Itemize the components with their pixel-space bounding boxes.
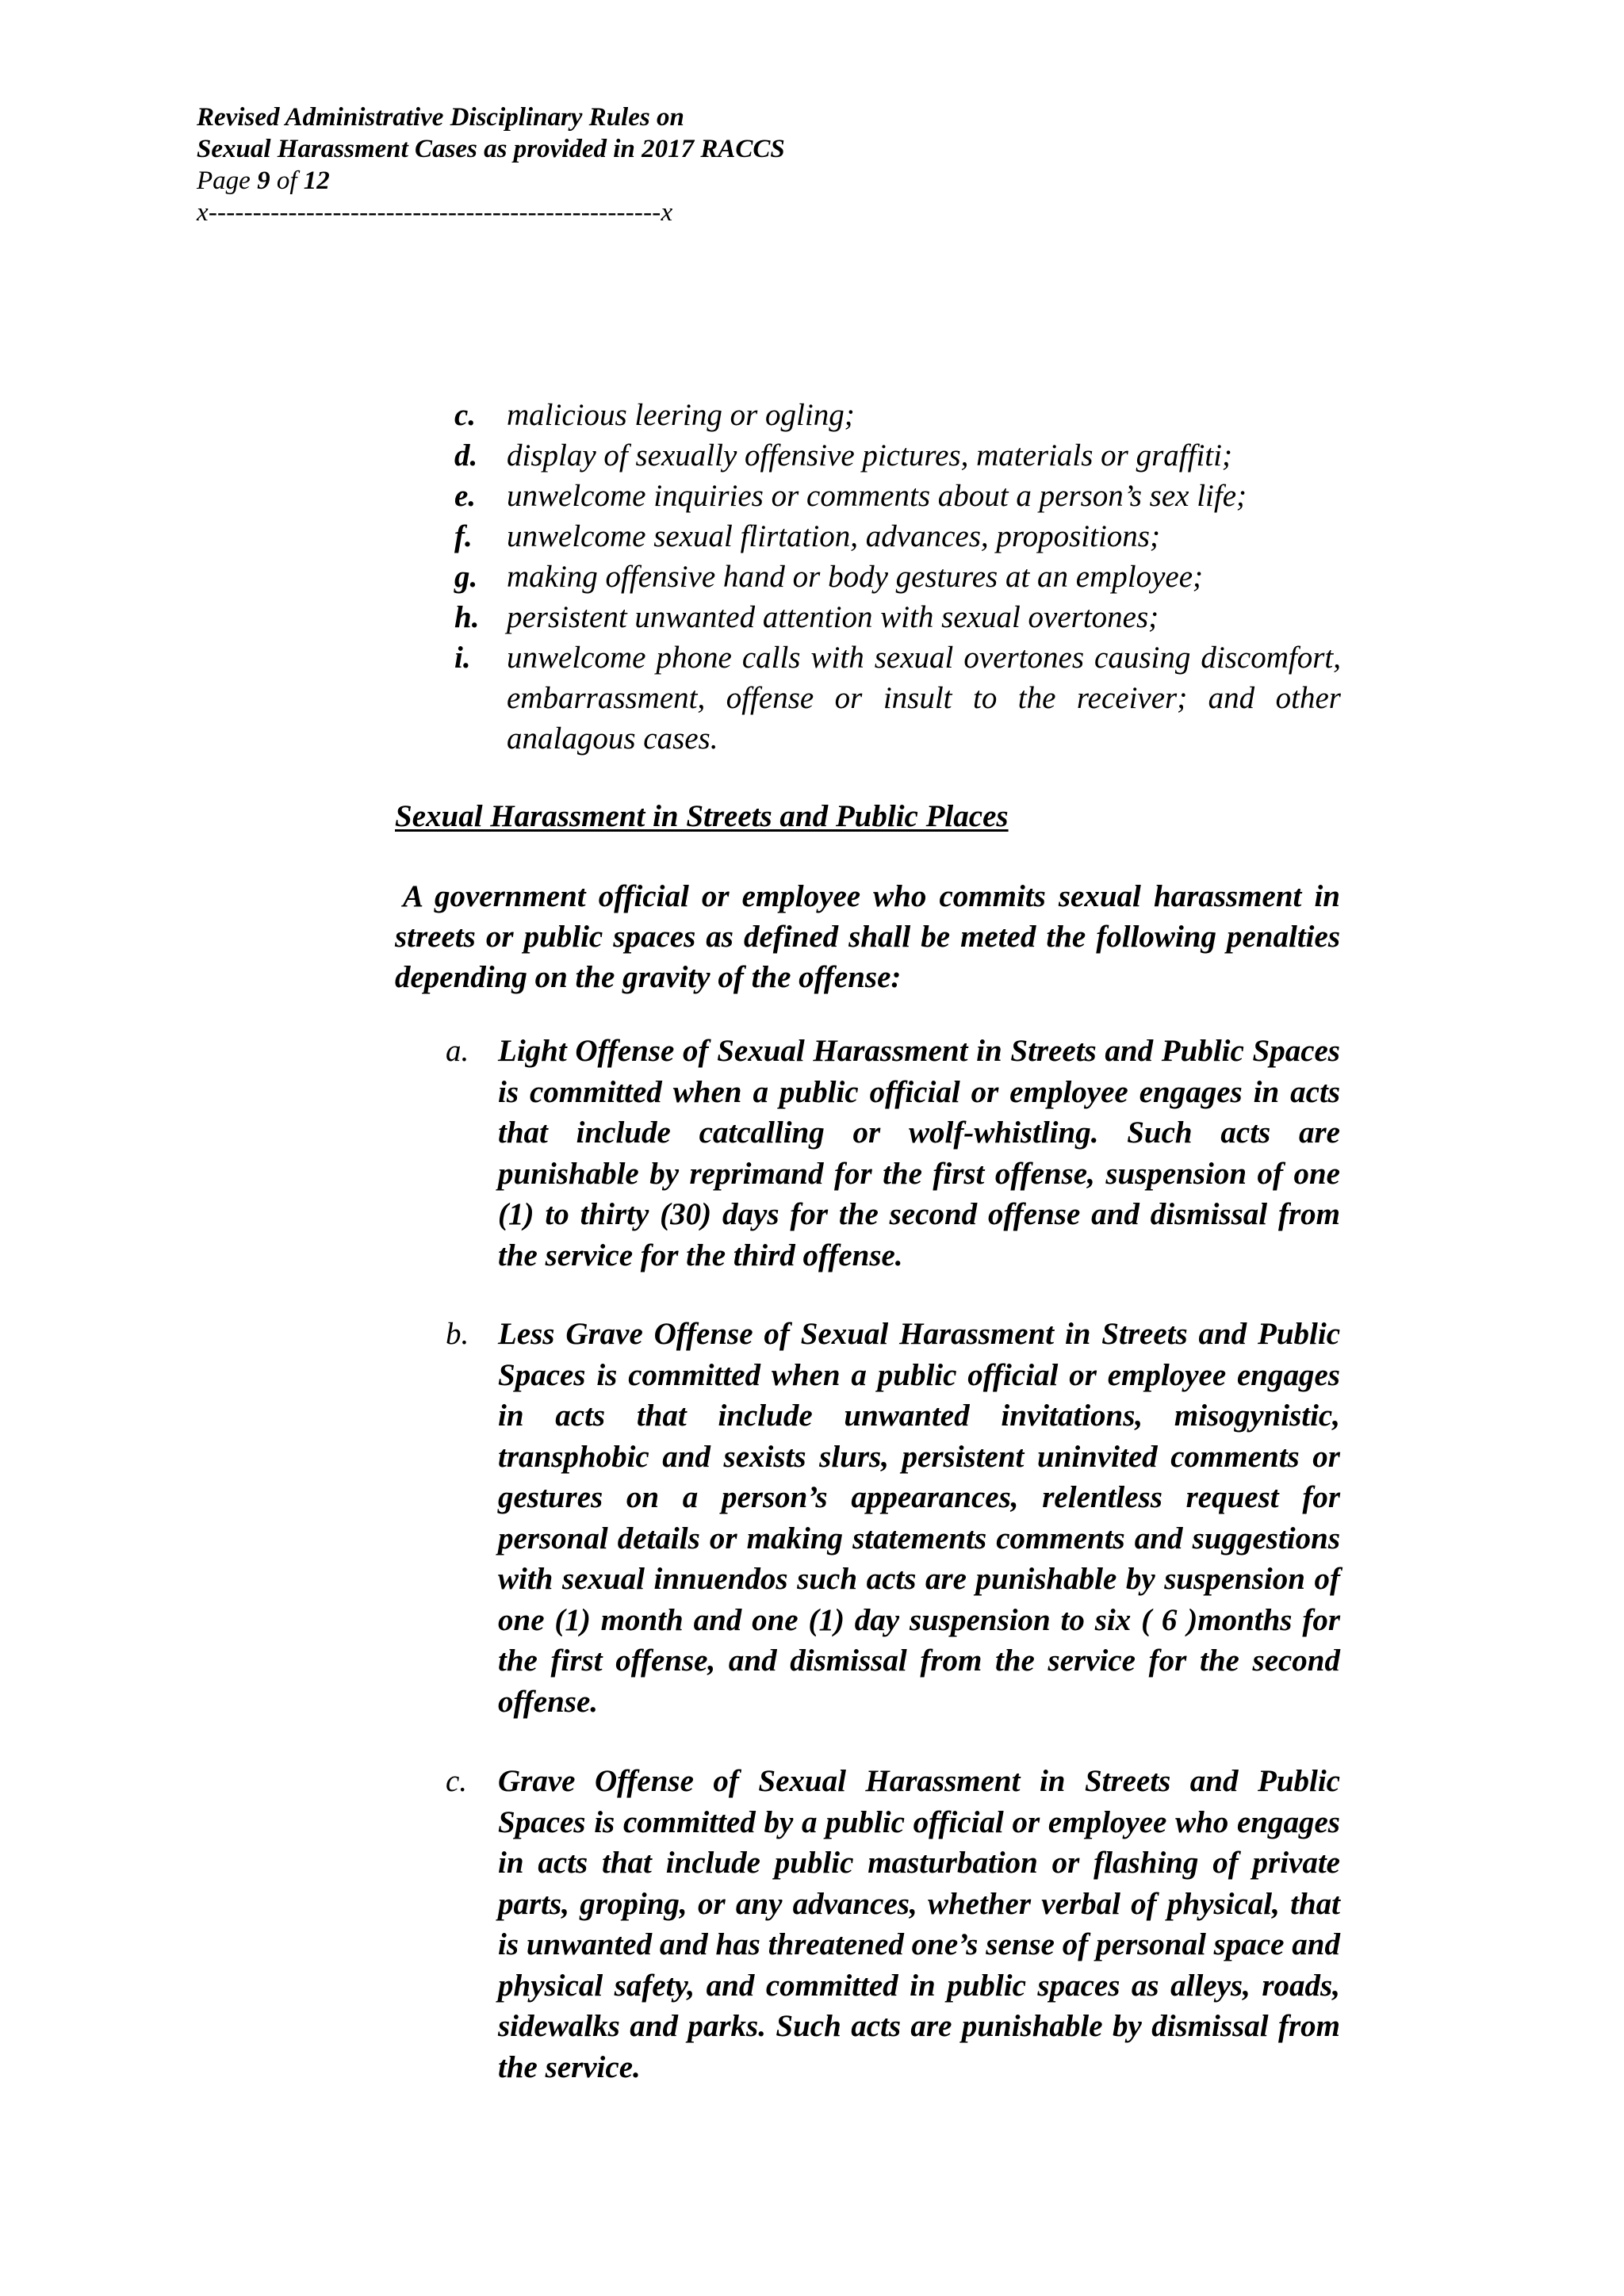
list-item-text: unwelcome inquiries or comments about a person’s sex life; — [507, 479, 1247, 513]
list-marker: g. — [454, 560, 478, 594]
offense-item-grave — [444, 1761, 1340, 2087]
page-prefix: Page — [197, 166, 251, 195]
header-page-indicator — [197, 165, 910, 197]
list-item-text: persistent unwanted attention with sexual overtones; — [507, 600, 1159, 634]
offense-item-light — [444, 1031, 1340, 1276]
header-title-line-2: Sexual Harassment Cases as provided in 2017 RACCS — [197, 135, 785, 163]
list-item — [454, 597, 1341, 637]
list-marker: e. — [454, 479, 477, 513]
page-total: 12 — [303, 166, 330, 195]
list-marker: f. — [454, 519, 473, 553]
header-rule: x---------------------------------------------------x — [197, 198, 673, 227]
list-item — [454, 637, 1341, 759]
list-marker: h. — [454, 600, 480, 634]
offense-text: Less Grave Offense of Sexual Harassment in Streets and Public Spaces is committed when a public official or employee engages in acts that include unwanted invitations, misogynistic, transphobic and sexists slurs, persistent uninvited comments or gestures on a person’s appearances, relentless request for personal details or making statements comments and suggestions with sexual innuendos such acts are punishable by suspension of one (1) month and one (1) day suspension to six ( 6 )months for the first offense, and dismissal from the service for the second offense. — [498, 1317, 1340, 1719]
offense-marker: a. — [446, 1034, 469, 1068]
list-item — [454, 516, 1341, 557]
list-item — [454, 395, 1341, 435]
offense-marker: b. — [446, 1317, 469, 1351]
page-of: of — [276, 166, 297, 195]
offense-text: Light Offense of Sexual Harassment in Streets and Public Spaces is committed when a public official or employee engages in acts that include catcalling or wolf-whistling. Such acts are punishable by reprimand for the first offense, suspension of one (1) to thirty (30) days for the second offense and dismissal from the service for the third offense. — [498, 1034, 1340, 1272]
header-title-line-1: Revised Administrative Disciplinary Rules on — [197, 103, 684, 132]
offense-text: Grave Offense of Sexual Harassment in Streets and Public Spaces is committed by a public official or employee who engages in acts that include public masturbation or flashing of private parts, groping, or any advances, whether verbal of physical, that is unwanted and has threatened one’s sense of personal space and physical safety, and committed in public spaces as alleys, roads, sidewalks and parks. Such acts are punishable by dismissal from the service. — [498, 1764, 1340, 2084]
list-marker: i. — [454, 641, 471, 675]
list-item-text: display of sexually offensive pictures, materials or graffiti; — [507, 438, 1232, 473]
list-item — [454, 557, 1341, 597]
list-item-text: unwelcome sexual flirtation, advances, propositions; — [507, 519, 1160, 553]
continued-list — [454, 395, 1341, 759]
section-intro-paragraph: A government official or employee who commits sexual harassment in streets or public spaces as defined shall be meted the following penalties depending on the gravity of the offense: — [395, 879, 1340, 994]
offense-item-less-grave — [444, 1314, 1340, 1722]
list-item-text: malicious leering or ogling; — [507, 398, 855, 432]
list-marker: c. — [454, 398, 477, 432]
list-item-text: unwelcome phone calls with sexual overtones causing discomfort, embarrassment, offense or insult to the receiver; and other analagous cases. — [507, 641, 1341, 756]
section-heading: Sexual Harassment in Streets and Public Places — [395, 799, 1009, 833]
list-item-text: making offensive hand or body gestures at an employee; — [507, 560, 1204, 594]
list-item — [454, 435, 1341, 476]
offense-marker: c. — [446, 1764, 468, 1798]
page-number: 9 — [257, 166, 270, 195]
list-marker: d. — [454, 438, 478, 473]
running-header — [197, 101, 910, 228]
list-item — [454, 476, 1341, 516]
